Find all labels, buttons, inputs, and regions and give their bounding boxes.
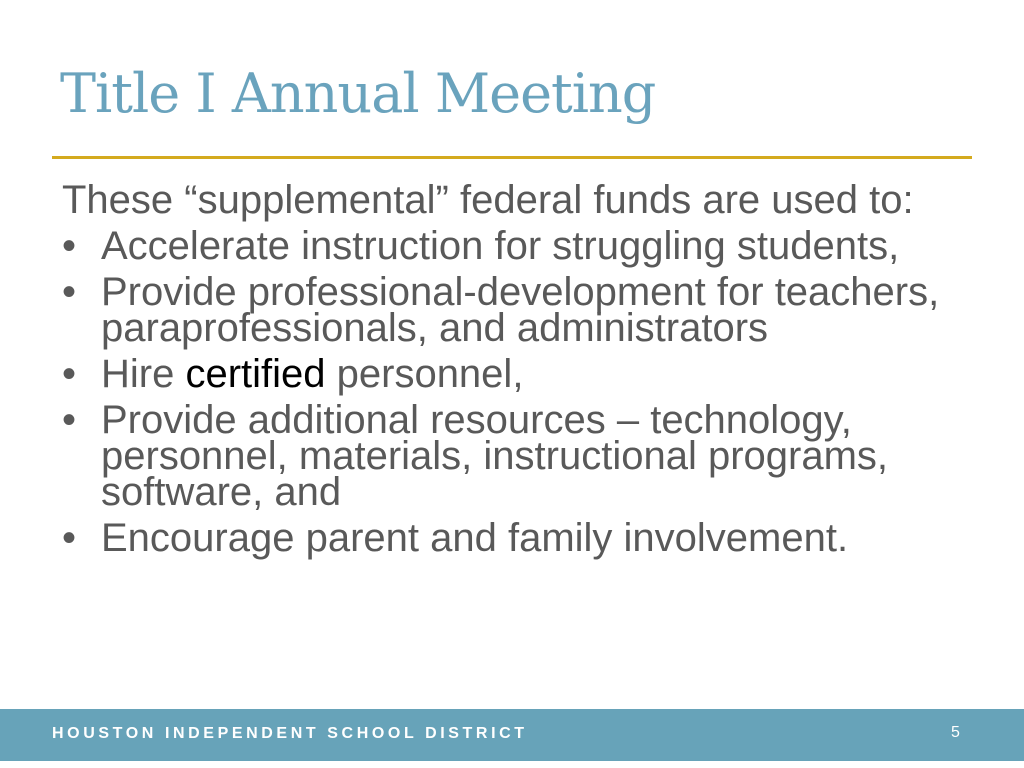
bullet-item xyxy=(62,224,982,268)
bullet-list xyxy=(62,224,982,560)
bullet-icon: • xyxy=(62,270,77,314)
organization-name: HOUSTON INDEPENDENT SCHOOL DISTRICT xyxy=(52,725,528,742)
bullet-item xyxy=(62,398,982,514)
bullet-text: personnel, xyxy=(325,352,524,396)
page-number: 5 xyxy=(951,724,960,741)
bullet-icon: • xyxy=(62,398,77,442)
bullet-icon: • xyxy=(62,352,77,396)
slide-body xyxy=(62,178,982,560)
bullet-item xyxy=(62,516,982,560)
title-divider xyxy=(52,156,972,159)
bullet-text: Provide additional resources – technology, personnel, materials, instructional programs, software, and xyxy=(101,398,889,514)
slide-title: Title I Annual Meeting xyxy=(60,62,656,125)
footer-bar xyxy=(0,709,1024,761)
bullet-icon: • xyxy=(62,516,77,560)
bullet-icon: • xyxy=(62,224,77,268)
highlighted-word: certified xyxy=(185,352,326,396)
bullet-text: Provide professional-development for teachers, paraprofessionals, and administrators xyxy=(101,270,940,350)
bullet-text: Encourage parent and family involvement. xyxy=(101,516,849,560)
bullet-item xyxy=(62,352,982,396)
bullet-text: Hire xyxy=(101,352,186,396)
bullet-item xyxy=(62,270,982,350)
bullet-text: Accelerate instruction for struggling students, xyxy=(101,224,900,268)
intro-text: These “supplemental” federal funds are used to: xyxy=(62,178,914,222)
